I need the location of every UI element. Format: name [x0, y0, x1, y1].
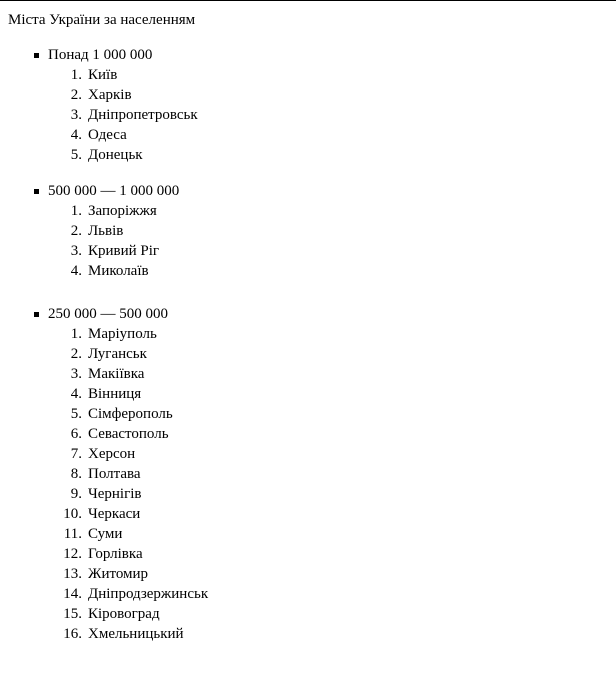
list-item [0, 344, 616, 364]
city-name: Дніпропетровськ [88, 107, 198, 123]
list-item-number: 4. [70, 386, 82, 402]
city-name: Черкаси [88, 506, 141, 522]
list-item [0, 364, 616, 384]
square-bullet-icon [34, 189, 39, 194]
list-item [0, 105, 616, 125]
list-item-number: 6. [70, 426, 82, 442]
city-name: Маріуполь [88, 326, 157, 342]
list-item [0, 384, 616, 404]
list-item-number: 2. [70, 223, 82, 239]
city-name: Кривий Ріг [88, 243, 160, 259]
list-item-number: 4. [70, 263, 82, 279]
list-item-number: 2. [70, 346, 82, 362]
list-item-number: 8. [70, 466, 82, 482]
list-item-number: 3. [70, 366, 82, 382]
list-item [0, 444, 616, 464]
city-name: Суми [88, 526, 123, 542]
city-name: Кіровоград [88, 606, 160, 622]
list-item [0, 404, 616, 424]
list-item-number: 9. [70, 486, 82, 502]
list-item [0, 464, 616, 484]
list-item-number: 16. [63, 626, 82, 642]
list-item [0, 484, 616, 504]
list-item-number: 13. [63, 566, 82, 582]
list-item-number: 5. [70, 406, 82, 422]
list-item-number: 1. [70, 203, 82, 219]
city-name: Донецьк [88, 147, 143, 163]
list-item [0, 261, 616, 281]
list-item [0, 424, 616, 444]
city-name: Херсон [88, 446, 136, 462]
city-name: Севастополь [88, 426, 169, 442]
list-item [0, 624, 616, 644]
group-label: 500 000 — 1 000 000 [48, 183, 180, 199]
list-item-number: 5. [70, 147, 82, 163]
square-bullet-icon [34, 312, 39, 317]
list-item [0, 524, 616, 544]
list-item [0, 584, 616, 604]
city-name: Чернігів [88, 486, 142, 502]
city-name: Макіївка [88, 366, 145, 382]
city-name: Хмельницький [88, 626, 184, 642]
list-item [0, 604, 616, 624]
list-item [0, 65, 616, 85]
list-item-number: 12. [63, 546, 82, 562]
city-name: Дніпродзержинськ [88, 586, 209, 602]
city-list [0, 324, 616, 644]
list-item-number: 4. [70, 127, 82, 143]
list-item-number: 3. [70, 107, 82, 123]
list-item-number: 2. [70, 87, 82, 103]
list-item [0, 125, 616, 145]
list-item-number: 15. [63, 606, 82, 622]
list-item [0, 504, 616, 524]
city-name: Запоріжжя [88, 203, 157, 219]
group-label: Понад 1 000 000 [48, 47, 153, 63]
city-name: Вінниця [88, 386, 142, 402]
city-name: Харків [88, 87, 132, 103]
city-name: Полтава [88, 466, 141, 482]
list-item [0, 201, 616, 221]
group-250k-500k [0, 304, 616, 644]
group-over-1m [0, 45, 616, 165]
list-item [0, 324, 616, 344]
list-item-number: 10. [63, 506, 82, 522]
list-item-number: 1. [70, 326, 82, 342]
list-item-number: 14. [63, 586, 82, 602]
list-item-number: 11. [63, 526, 82, 542]
list-item-number: 7. [70, 446, 82, 462]
list-item [0, 221, 616, 241]
city-name: Київ [88, 67, 118, 83]
top-border [0, 0, 616, 1]
page-title: Міста України за населенням [8, 12, 196, 28]
city-name: Луганськ [88, 346, 147, 362]
list-item [0, 564, 616, 584]
group-label: 250 000 — 500 000 [48, 306, 168, 322]
list-item [0, 145, 616, 165]
group-500k-1m [0, 181, 616, 281]
group-header [0, 181, 616, 201]
list-item [0, 85, 616, 105]
city-list [0, 65, 616, 165]
city-name: Сімферополь [88, 406, 173, 422]
group-header [0, 45, 616, 65]
city-name: Горлівка [88, 546, 143, 562]
list-item-number: 1. [70, 67, 82, 83]
group-header [0, 304, 616, 324]
list-item [0, 241, 616, 261]
list-item [0, 544, 616, 564]
city-name: Львів [88, 223, 124, 239]
city-list [0, 201, 616, 281]
city-name: Миколаїв [88, 263, 149, 279]
city-name: Житомир [88, 566, 149, 582]
list-item-number: 3. [70, 243, 82, 259]
city-name: Одеса [88, 127, 127, 143]
square-bullet-icon [34, 53, 39, 58]
